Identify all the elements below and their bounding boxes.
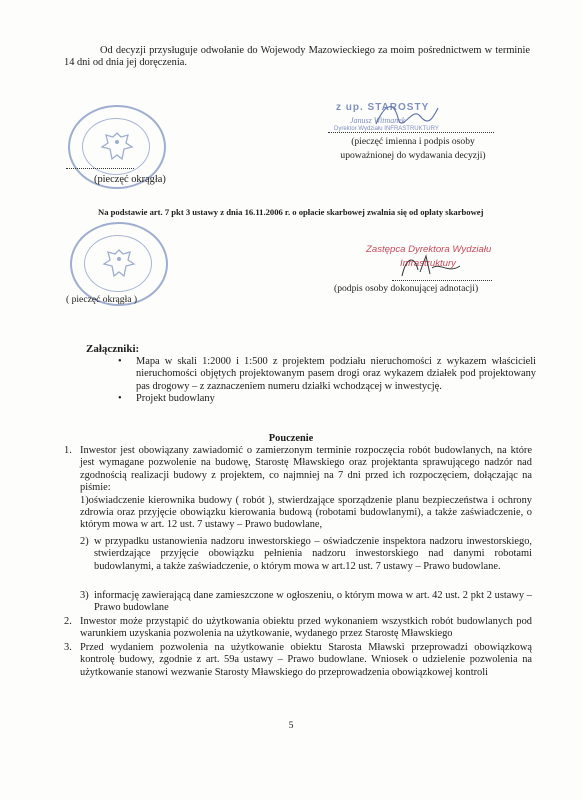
instruction-item-2: 2. Inwestor może przystąpić do użytkowania obiektu przed wykonaniem wszystkich robót budowlanych pod warunkiem uzyskania pozwolenia na użytkowanie, wydanego przez Starostę Mławskiego [64, 616, 532, 640]
name-label-1: (pieczęć imienna i podpis osoby [351, 136, 475, 147]
signature-2-icon [396, 252, 466, 282]
signer-stamp-line-3: Dyrektor Wydziału INFRASTRUKTURY [334, 126, 439, 132]
eagle-emblem-icon [100, 246, 138, 282]
sign-label-2: (podpis osoby dokonującej adnotacji) [334, 283, 479, 294]
instruction-item-1-2: 2) w przypadku ustanowienia nadzoru inwestorskiego – oświadczenie inspektora nadzoru inwestorskiego, stwierdzające przyjęcie obowiązku pełnienia nadzoru inwestorskiego nad danymi robotami budowlanymi, a także zaświadczenie, o którym mowa w art.12 ust. 7 ustawy – Prawo budowlane. [80, 536, 532, 572]
instruction-item-3: 3. Przed wydaniem pozwolenia na użytkowanie obiektu Starosta Mławski przeprowadzi obowiązkową kontrolę budowy, zgodnie z art. 59a ustawy – Prawo budowlane. Wniosek o udzielenie pozwolenia na użytkowanie stanowi wezwanie Starosty Mławskiego do przeprowadzenia obowiązkowej kontroli [64, 642, 532, 678]
signature-line-2 [392, 280, 492, 281]
signature-line-1 [328, 132, 494, 133]
signer-stamp-line-1: z up. STAROSTY [336, 102, 430, 113]
page-number: 5 [288, 720, 294, 731]
name-label-2: upoważnionej do wydawania decyzji) [340, 150, 486, 161]
signer-stamp-line-2: Janusz Witmanek [350, 116, 406, 125]
instruction-item-1-3: 3) informację zawierającą dane zamieszczone w ogłoszeniu, o którym mowa w art. 42 ust. 2 pkt 2 ustawy – Prawo budowlane [80, 590, 532, 614]
appeal-text: Od decyzji przysługuje odwołanie do Wojewody Mazowieckiego za moim pośrednictwem w terminie 14 dni od dnia jej doręczenia. [64, 45, 530, 69]
red-stamp-line-1: Zastępca Dyrektora Wydziału [366, 244, 492, 255]
round-stamp-label-1: (pieczęć okrągła) [94, 174, 166, 185]
eagle-emblem-icon [98, 129, 136, 165]
round-stamp-line-1 [66, 168, 134, 169]
instruction-heading: Pouczenie [268, 433, 314, 444]
signature-1-icon [372, 98, 442, 130]
list-item: • Mapa w skali 1:2000 i 1:500 z projektem podziału nieruchomości z wykazem właścicieli nieruchomości objętych projektowanym pasem drogi oraz wykazem działek pod projektowany pas drogowy – z zaznaczeniem numeru działki wchodzącej w inwestycję. [112, 356, 536, 393]
round-stamp-label-2: ( pieczęć okrągła ) [66, 294, 138, 305]
attachments-list [112, 356, 536, 406]
red-stamp-line-2: Infrastruktury [400, 258, 456, 269]
list-item: • Projekt budowlany [112, 393, 536, 405]
instruction-item-1: 1. Inwestor jest obowiązany zawiadomić o zamierzonym terminie rozpoczęcia robót budowlanych, na które jest wymagane pozwolenie na budowę, Starostę Mławskiego oraz projektanta sprawującego nadzór nad zgodnością realizacji budowy z projektem, co najmniej na 7 dni przed ich rozpoczęciem, dołączając na piśmie: 1)oświadczenie kierownika budowy ( robót ), stwierdzające sporządzenie planu bezpieczeństwa i ochrony zdrowia oraz przyjęcie obowiązku kierowania budową (robotami budowlanymi), a także zaświadczenie, o którym mowa w art. 12 ust. 7 ustawy – Prawo budowlane, [64, 445, 532, 531]
fee-exemption-note: Na podstawie art. 7 pkt 3 ustawy z dnia 16.11.2006 r. o opłacie skarbowej zwalnia się od opłaty skarbowej [98, 207, 484, 217]
attachments-heading: Załączniki: [86, 343, 140, 355]
